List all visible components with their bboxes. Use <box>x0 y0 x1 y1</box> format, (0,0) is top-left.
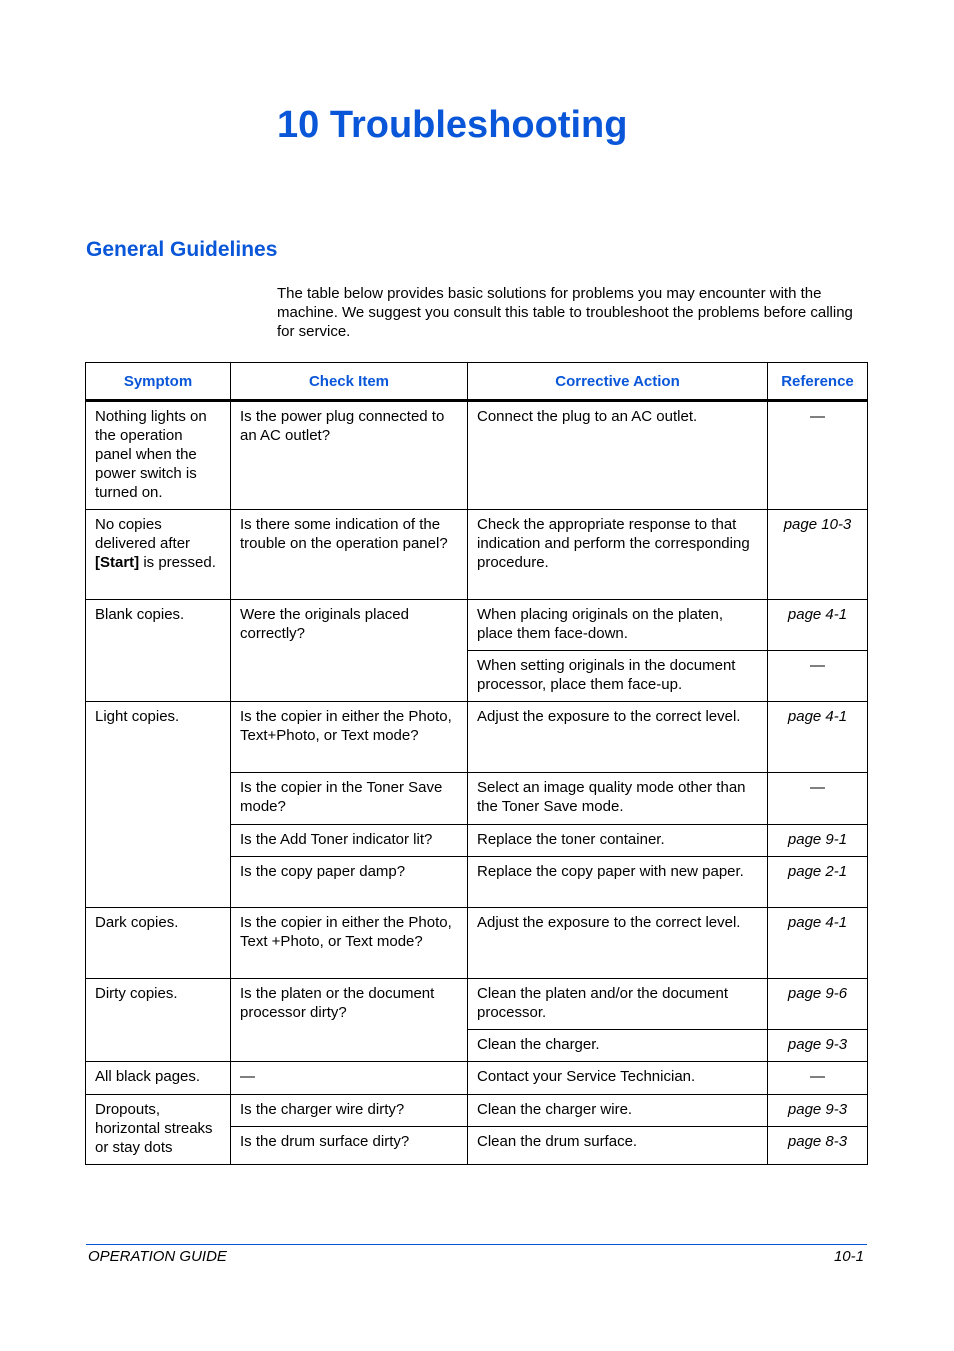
troubleshooting-table <box>85 362 868 1165</box>
table-row <box>86 600 868 651</box>
symptom-cell: Blank copies. <box>86 600 231 702</box>
table-row <box>86 979 868 1030</box>
check-item-cell: Is the copy paper damp? <box>231 857 468 908</box>
reference-cell: — <box>768 401 868 510</box>
symptom-text: No copies delivered after <box>95 516 191 552</box>
table-row <box>86 1095 868 1127</box>
section-title: General Guidelines <box>86 238 278 261</box>
reference-cell: page 4-1 <box>768 600 868 651</box>
reference-cell: page 9-1 <box>768 825 868 857</box>
reference-cell: page 2-1 <box>768 857 868 908</box>
reference-cell: page 4-1 <box>768 908 868 979</box>
reference-cell: page 9-3 <box>768 1095 868 1127</box>
table-header-row <box>86 363 868 401</box>
table-row <box>86 702 868 773</box>
check-item-cell: Is the Add Toner indicator lit? <box>231 825 468 857</box>
symptom-cell: Light copies. <box>86 702 231 908</box>
check-item-cell: Is the drum surface dirty? <box>231 1127 468 1165</box>
reference-cell: page 8-3 <box>768 1127 868 1165</box>
action-cell: Select an image quality mode other than the Toner Save mode. <box>468 773 768 825</box>
symptom-cell <box>86 510 231 600</box>
reference-cell: — <box>768 1062 868 1095</box>
action-cell: Clean the charger. <box>468 1030 768 1062</box>
header-corrective-action: Corrective Action <box>468 363 768 401</box>
check-item-cell: Is the platen or the document processor dirty? <box>231 979 468 1062</box>
reference-cell: page 4-1 <box>768 702 868 773</box>
footer-guide-title: OPERATION GUIDE <box>88 1248 227 1265</box>
check-item-cell: — <box>231 1062 468 1095</box>
action-cell: Replace the toner container. <box>468 825 768 857</box>
check-item-cell: Is the copier in either the Photo, Text +Photo, or Text mode? <box>231 908 468 979</box>
action-cell: Clean the drum surface. <box>468 1127 768 1165</box>
chapter-title: 10 Troubleshooting <box>277 104 628 146</box>
symptom-cell: Nothing lights on the operation panel when the power switch is turned on. <box>86 401 231 510</box>
table-row <box>86 510 868 600</box>
check-item-cell: Is the copier in either the Photo, Text+Photo, or Text mode? <box>231 702 468 773</box>
symptom-cell: All black pages. <box>86 1062 231 1095</box>
header-reference: Reference <box>768 363 868 401</box>
check-item-cell: Is there some indication of the trouble on the operation panel? <box>231 510 468 600</box>
footer-page-number: 10-1 <box>833 1248 864 1265</box>
action-cell: Replace the copy paper with new paper. <box>468 857 768 908</box>
action-cell: Clean the platen and/or the document processor. <box>468 979 768 1030</box>
footer-divider <box>86 1244 867 1245</box>
action-cell: Adjust the exposure to the correct level. <box>468 702 768 773</box>
action-cell: Check the appropriate response to that indication and perform the corresponding procedure. <box>468 510 768 600</box>
check-item-cell: Is the charger wire dirty? <box>231 1095 468 1127</box>
header-symptom: Symptom <box>86 363 231 401</box>
check-item-cell: Is the power plug connected to an AC outlet? <box>231 401 468 510</box>
reference-cell: page 9-3 <box>768 1030 868 1062</box>
table-row <box>86 401 868 510</box>
check-item-cell: Were the originals placed correctly? <box>231 600 468 702</box>
action-cell: When setting originals in the document processor, place them face-up. <box>468 651 768 702</box>
reference-cell: — <box>768 651 868 702</box>
action-cell: Connect the plug to an AC outlet. <box>468 401 768 510</box>
reference-cell: page 10-3 <box>768 510 868 600</box>
reference-cell: page 9-6 <box>768 979 868 1030</box>
action-cell: When placing originals on the platen, place them face-down. <box>468 600 768 651</box>
reference-cell: — <box>768 773 868 825</box>
action-cell: Adjust the exposure to the correct level. <box>468 908 768 979</box>
symptom-cell: Dropouts, horizontal streaks or stay dots <box>86 1095 231 1165</box>
table-row <box>86 1062 868 1095</box>
symptom-cell: Dark copies. <box>86 908 231 979</box>
start-key-label: [Start] <box>95 554 140 571</box>
action-cell: Contact your Service Technician. <box>468 1062 768 1095</box>
header-check-item: Check Item <box>231 363 468 401</box>
intro-paragraph: The table below provides basic solutions for problems you may encounter with the machine. We suggest you consult this table to troubleshoot the problems before calling for service. <box>277 285 853 340</box>
symptom-cell: Dirty copies. <box>86 979 231 1062</box>
check-item-cell: Is the copier in the Toner Save mode? <box>231 773 468 825</box>
action-cell: Clean the charger wire. <box>468 1095 768 1127</box>
symptom-text: is pressed. <box>139 554 216 571</box>
table-row <box>86 908 868 979</box>
